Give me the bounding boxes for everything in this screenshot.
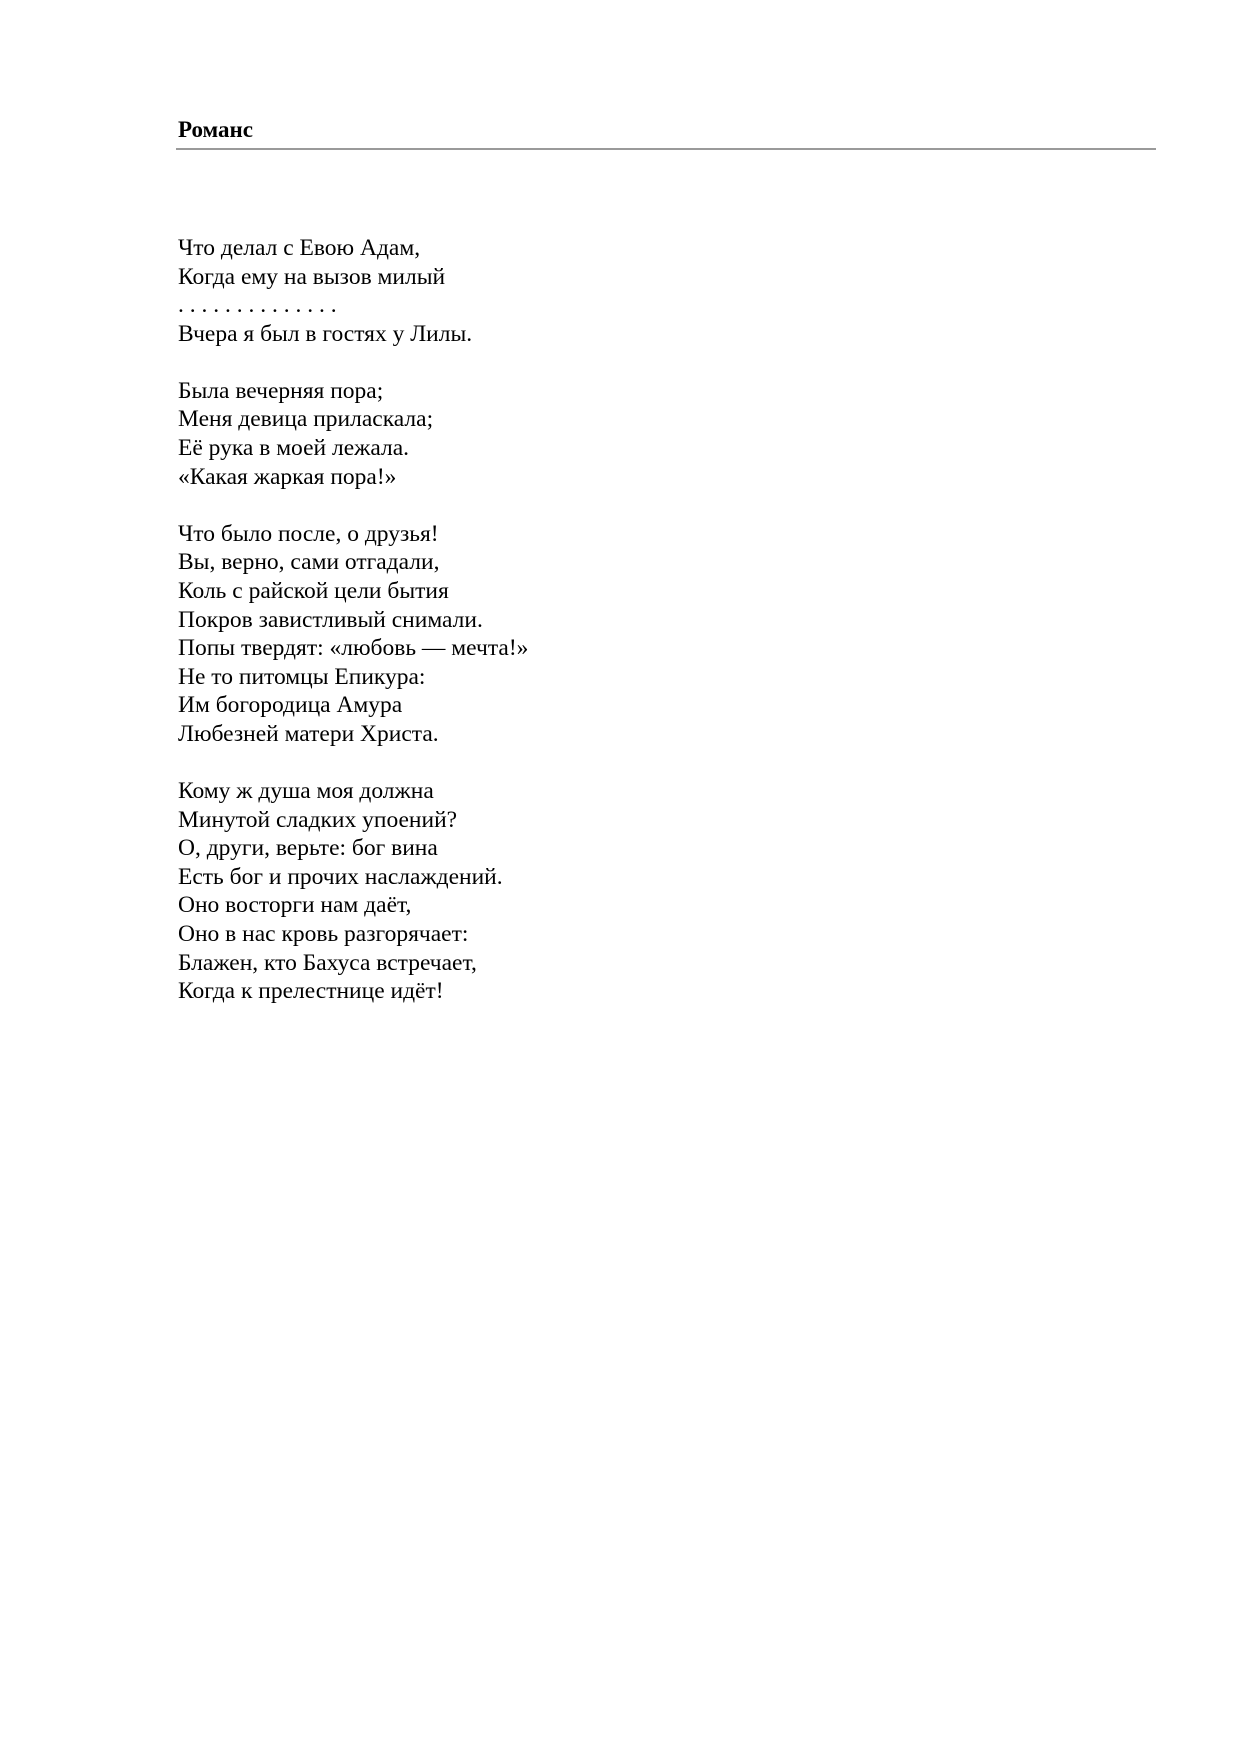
poem-line: «Какая жаркая пора!» — [178, 463, 397, 490]
poem-line: Покров завистливый снимали. — [178, 606, 483, 633]
poem-line: Когда к прелестнице идёт! — [178, 978, 444, 1005]
poem-line: Не то питомцы Епикура: — [178, 663, 426, 690]
poem-body — [178, 234, 1078, 1034]
poem-line: Оно в нас кровь разгорячает: — [178, 920, 469, 947]
poem-line: Минутой сладких упоений? — [178, 806, 458, 833]
poem-line: Любезней матери Христа. — [178, 720, 439, 747]
stanza-4 — [178, 777, 1078, 1006]
poem-line: Вы, верно, сами отгадали, — [178, 549, 440, 576]
stanza-1 — [178, 234, 1078, 348]
poem-line: Кому ж душа моя должна — [178, 778, 434, 804]
poem-line: Что делал с Евою Адам, — [178, 235, 421, 261]
poem-line: Им богородица Амура — [178, 692, 403, 719]
page-header — [176, 116, 1156, 144]
poem-line: О, други, верьте: бог вина — [178, 835, 438, 862]
poem-line: Оно восторги нам даёт, — [178, 892, 412, 919]
stanza-2 — [178, 377, 1078, 491]
poem-line: Когда ему на вызов милый — [178, 263, 446, 290]
stanza-3 — [178, 520, 1078, 749]
page-title: Романс — [178, 117, 254, 142]
poem-line: Вчера я был в гостях у Лилы. — [178, 320, 473, 347]
header-divider — [176, 148, 1156, 150]
poem-line: Её рука в моей лежала. — [178, 435, 410, 462]
poem-line: Коль с райской цели бытия — [178, 577, 449, 604]
poem-line: Блажен, кто Бахуса встречает, — [178, 949, 477, 976]
poem-line: Была вечерняя пора; — [178, 377, 384, 404]
poem-line: Попы твердят: «любовь — мечта!» — [178, 635, 529, 662]
poem-line: Что было после, о друзья! — [178, 520, 439, 547]
poem-line: Меня девица приласкала; — [178, 406, 434, 433]
poem-line: Есть бог и прочих наслаждений. — [178, 863, 503, 890]
poem-line-ellipsis: . . . . . . . . . . . . . . — [178, 292, 337, 319]
